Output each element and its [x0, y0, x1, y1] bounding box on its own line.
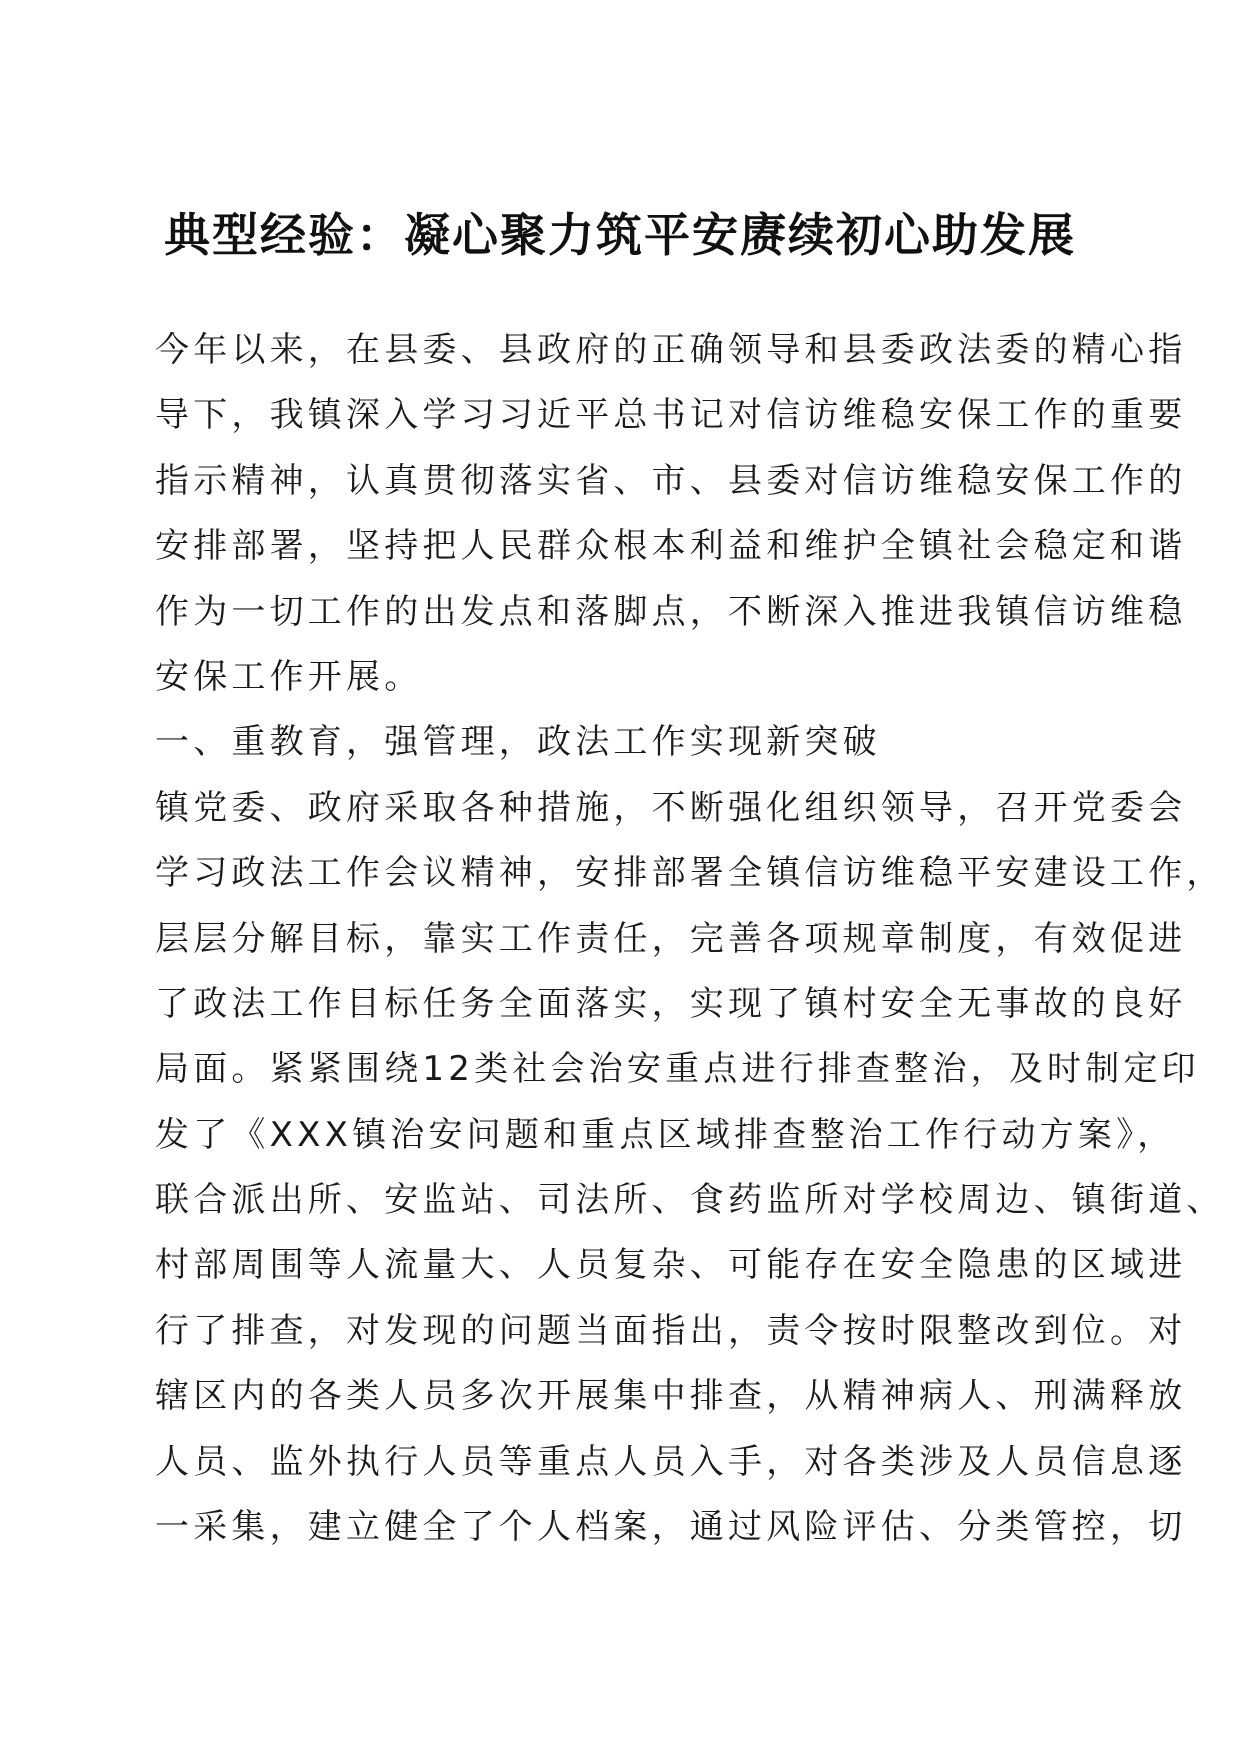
paragraph-line: 辖区内的各类人员多次开展集中排查，从精神病人、刑满释放 — [155, 1376, 1187, 1417]
paragraph-line: 层层分解目标，靠实工作责任，完善各项规章制度，有效促进 — [155, 918, 1187, 959]
paragraph-line: 今年以来，在县委、县政府的正确领导和县委政法委的精心指 — [155, 330, 1187, 370]
paragraph-line: 局面。紧紧围绕12类社会治安重点进行排查整治，及时制定印 — [155, 1049, 1200, 1090]
paragraph-line: 镇党委、政府采取各种措施，不断强化组织领导，召开党委会 — [155, 787, 1187, 828]
paragraph-line: 了政法工作目标任务全面落实，实现了镇村安全无事故的良好 — [155, 983, 1187, 1024]
paragraph-line: 学习政法工作会议精神，安排部署全镇信访维稳平安建设工作， — [155, 853, 1225, 894]
paragraph-line: 一采集，建立健全了个人档案，通过风险评估、分类管控，切 — [155, 1507, 1187, 1548]
paragraph-line: 安保工作开展。 — [155, 656, 423, 697]
paragraph-line: 指示精神，认真贯彻落实省、市、县委对信访维稳安保工作的 — [155, 460, 1187, 501]
paragraph-line: 发了《XXX镇治安问题和重点区域排查整治工作行动方案》， — [155, 1114, 1176, 1155]
paragraph-line: 行了排查，对发现的问题当面指出，责令按时限整改到位。对 — [155, 1310, 1187, 1351]
paragraph-line: 联合派出所、安监站、司法所、食药监所对学校周边、镇街道、 — [155, 1180, 1225, 1221]
section-heading: 一、重教育，强管理，政法工作实现新突破 — [155, 722, 881, 763]
document-title: 典型经验：凝心聚力筑平安赓续初心助发展 — [164, 208, 1076, 262]
paragraph-line: 安排部署，坚持把人民群众根本利益和维护全镇社会稳定和谐 — [155, 526, 1187, 567]
paragraph-line: 作为一切工作的出发点和落脚点，不断深入推进我镇信访维稳 — [155, 591, 1187, 632]
document-body — [155, 318, 1225, 1560]
paragraph-line: 村部周围等人流量大、人员复杂、可能存在安全隐患的区域进 — [155, 1245, 1187, 1286]
paragraph-line: 导下，我镇深入学习习近平总书记对信访维稳安保工作的重要 — [155, 395, 1187, 436]
paragraph-line: 人员、监外执行人员等重点人员入手，对各类涉及人员信息逐 — [155, 1441, 1187, 1482]
